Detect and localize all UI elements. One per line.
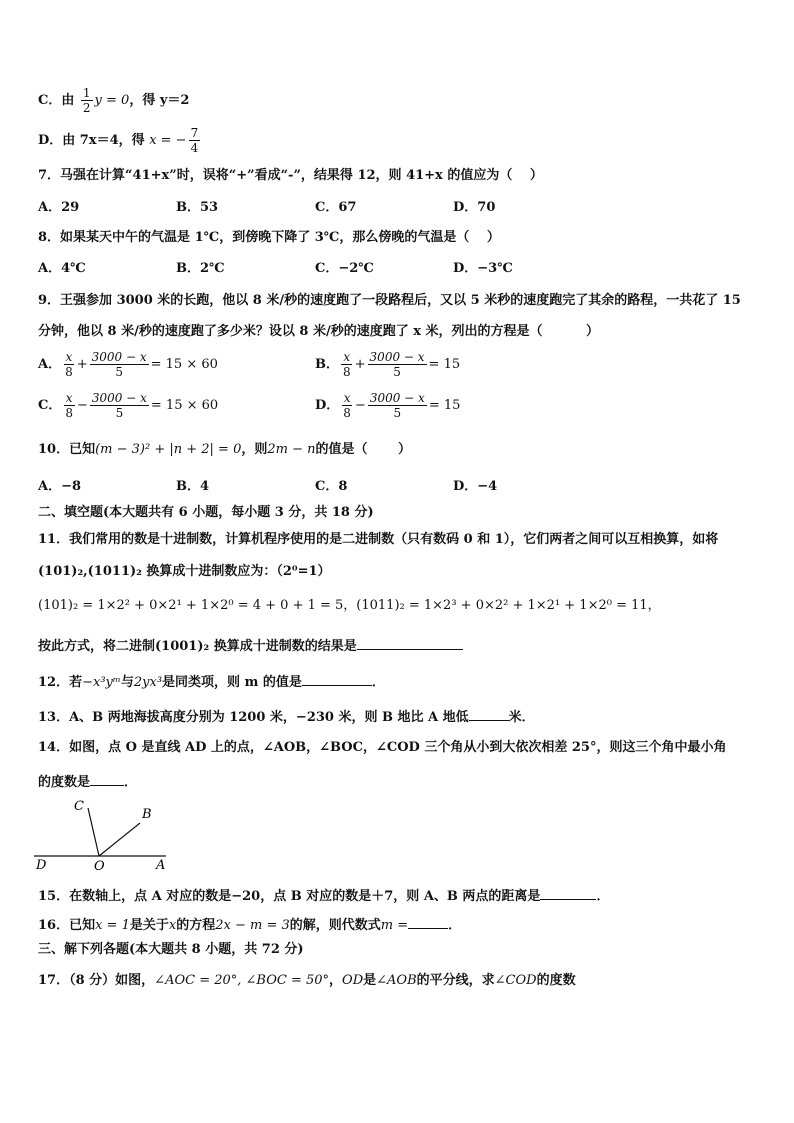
answer-blank[interactable]: [302, 671, 372, 686]
q10-option-c: C．8: [315, 479, 348, 494]
answer-blank[interactable]: [357, 635, 463, 650]
question-12: 12．若−x³yᵐ与2yx³是同类项，则 m 的值是 ．: [38, 671, 385, 692]
answer-blank[interactable]: [540, 885, 596, 900]
label-d: D: [36, 858, 47, 873]
q9-option-a: A． $\frac{x}{8}$ + $\frac{3000 - x}{5}$ = 15 × 60: [38, 350, 218, 379]
label-b: B: [142, 807, 152, 822]
label-a: A: [156, 858, 166, 873]
question-9-line-2: 分钟，他以 8 米/秒的速度跑了多少米？设以 8 米/秒的速度跑了 x 米，列出的方程是（ ）: [38, 324, 600, 339]
answer-blank[interactable]: [90, 771, 124, 786]
question-13: 13．A、B 两地海拔高度分别为 1200 米，−230 米，则 B 地比 A 地低 米．: [38, 706, 535, 727]
section-3-heading: 三、解下列各题(本大题共 8 小题，共 72 分): [38, 942, 304, 957]
angle-figure: [34, 796, 184, 874]
ray-ob: [99, 823, 140, 856]
label-c: C: [74, 799, 84, 814]
option-label: C．由: [38, 93, 75, 108]
q9-option-c: C． $\frac{x}{8}$ − $\frac{3000 - x}{5}$ = 15 × 60: [38, 391, 219, 420]
q7-option-c: C．67: [315, 200, 357, 215]
q6-option-c: C．由 $\frac{1}{2}$ y = 0，得 y＝2: [38, 86, 190, 115]
question-7: 7．马强在计算“41+x”时，误将“+”看成“-”，结果得 12，则 41+x 的值应为（ ）: [38, 168, 543, 183]
question-10: 10．已知(m − 3)² + |n + 2| = 0，则2m − n的值是（ ）: [38, 442, 412, 457]
question-11-formula: (101)₂ = 1×2² + 0×2¹ + 1×2⁰ = 4 + 0 + 1 = 5，(1011)₂ = 1×2³ + 0×2² + 1×2¹ + 1×2⁰ = 11，: [38, 598, 661, 613]
fraction: $\frac{7}{4}$: [190, 126, 199, 155]
question-9-line-1: 9．王强参加 3000 米的长跑，他以 8 米/秒的速度跑了一段路程后，又以 5 米秒的速度跑完了其余的路程，一共花了 15: [38, 293, 741, 308]
q10-option-b: B．4: [176, 479, 210, 494]
answer-blank[interactable]: [408, 914, 448, 929]
q8-option-d: D．−3℃: [453, 261, 513, 276]
q9-option-d: D． $\frac{x}{8}$ − $\frac{3000 - x}{5}$ = 15: [315, 391, 461, 420]
question-17: 17．（8 分）如图，∠AOC = 20°, ∠BOC = 50°，OD是∠AOB的平分线，求∠COD的度数: [38, 973, 576, 988]
question-11-line-1: 11．我们常用的数是十进制数，计算机程序使用的是二进制数（只有数码 0 和 1），它们两者之间可以互相换算，如将: [38, 532, 719, 547]
q8-option-a: A．4℃: [38, 261, 86, 276]
question-11-line-3: 按此方式，将二进制(1001)₂ 换算成十进制数的结果是: [38, 635, 463, 656]
question-16: 16．已知x = 1是关于x的方程2x − m = 3的解，则代数式m = ．: [38, 914, 461, 935]
q7-option-a: A．29: [38, 200, 80, 215]
q10-option-d: D．−4: [453, 479, 498, 494]
label-o: O: [94, 859, 105, 874]
q6-option-d: D．由 7x＝4，得 x = − $\frac{7}{4}$: [38, 126, 199, 155]
q7-option-b: B．53: [176, 200, 219, 215]
ray-oc: [88, 808, 99, 856]
q7-option-d: D．70: [453, 200, 496, 215]
question-8: 8．如果某天中午的气温是 1℃，到傍晚下降了 3℃，那么傍晚的气温是（ ）: [38, 230, 500, 245]
q8-option-b: B．2℃: [176, 261, 225, 276]
fraction: $\frac{1}{2}$: [82, 86, 91, 115]
q8-option-c: C．−2℃: [315, 261, 374, 276]
question-15: 15．在数轴上，点 A 对应的数是−20，点 B 对应的数是＋7，则 A、B 两点的距离是 ．: [38, 885, 609, 906]
q9-option-b: B． $\frac{x}{8}$ + $\frac{3000 - x}{5}$ = 15: [315, 350, 461, 379]
section-2-heading: 二、填空题(本大题共有 6 小题，每小题 3 分，共 18 分): [38, 505, 374, 520]
question-11-line-2: (101)₂,(1011)₂ 换算成十进制数应为：（2⁰=1）: [38, 564, 331, 579]
question-14-line-2: 的度数是 ．: [38, 771, 137, 792]
question-14-line-1: 14．如图，点 O 是直线 AD 上的点，∠AOB，∠BOC，∠COD 三个角从小到大依次相差 25°，则这三个角中最小角: [38, 740, 727, 755]
answer-blank[interactable]: [469, 706, 509, 721]
q10-option-a: A．−8: [38, 479, 82, 494]
